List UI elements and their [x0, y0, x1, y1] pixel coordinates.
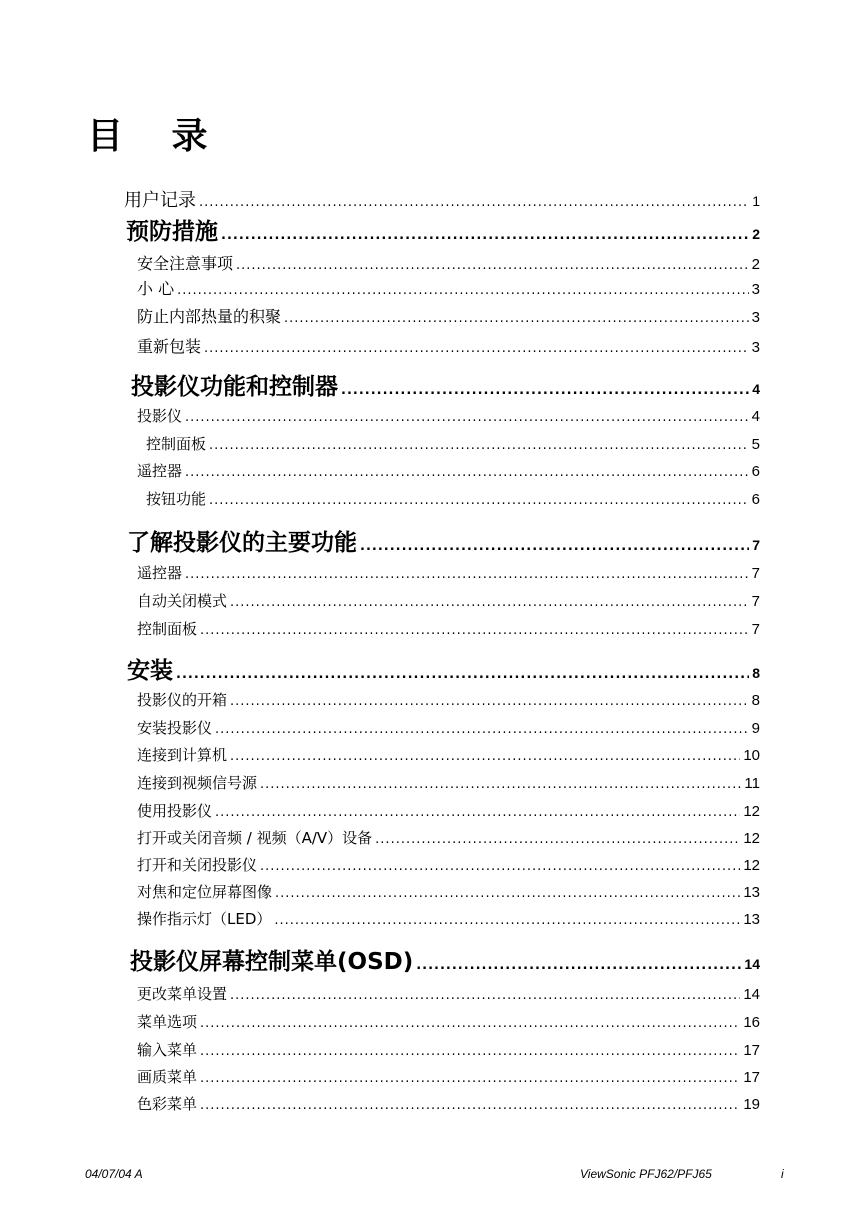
toc-leader-dots [260, 859, 740, 874]
toc-entry[interactable] [137, 1093, 760, 1114]
toc-entry-title: 控制面板 [146, 435, 207, 453]
toc-entry-title: 投影仪屏幕控制菜单(OSD) [130, 949, 414, 975]
toc-entry-title: 更改菜单设置 [137, 985, 228, 1003]
toc-entry-title: 使用投影仪 [137, 802, 213, 820]
toc-entry[interactable] [137, 881, 760, 902]
toc-entry-page: 4 [751, 408, 760, 425]
toc-entry-page: 12 [743, 830, 760, 847]
toc-entry-title: 打开和关闭投影仪 [137, 856, 258, 874]
toc-leader-dots [200, 1098, 740, 1113]
toc-entry-page: 1 [752, 193, 760, 209]
toc-entry-page: 16 [743, 1014, 760, 1031]
toc-leader-dots [274, 913, 740, 928]
toc-entry-title: 菜单选项 [137, 1013, 198, 1031]
toc-entry-page: 6 [751, 463, 760, 480]
toc-leader-dots [176, 667, 749, 682]
toc-entry-page: 19 [743, 1096, 760, 1113]
toc-entry[interactable] [137, 717, 760, 738]
toc-entry-page: 8 [751, 692, 760, 709]
toc-entry[interactable] [137, 334, 760, 357]
footer-model: ViewSonic PFJ62/PFJ65 [580, 1167, 712, 1181]
toc-entry-title: 小 心 [137, 279, 175, 298]
toc-entry-page: 14 [744, 956, 760, 972]
toc-entry[interactable] [137, 590, 760, 611]
toc-entry[interactable] [137, 276, 760, 299]
toc-entry-title: 了解投影仪的主要功能 [127, 530, 357, 556]
toc-leader-dots [215, 722, 749, 737]
toc-entry[interactable] [137, 800, 760, 821]
toc-leader-dots [360, 539, 749, 554]
toc-leader-dots [375, 832, 740, 847]
toc-entry[interactable] [137, 618, 760, 639]
toc-entry[interactable] [137, 460, 760, 481]
toc-leader-dots [185, 465, 749, 480]
toc-leader-dots [204, 341, 749, 356]
toc-entry-title: 控制面板 [137, 620, 198, 638]
toc-entry[interactable] [137, 827, 760, 848]
toc-entry-title: 安装 [127, 658, 173, 684]
toc-leader-dots [177, 283, 749, 298]
toc-chapter[interactable] [127, 524, 760, 557]
toc-leader-dots [341, 383, 749, 398]
toc-entry-title: 操作指示灯（LED） [137, 910, 272, 928]
toc-entry-page: 14 [743, 986, 760, 1003]
toc-entry-page: 7 [751, 593, 760, 610]
toc-entry-page: 3 [751, 281, 760, 298]
toc-entry-page: 7 [751, 565, 760, 582]
toc-leader-dots [215, 805, 740, 820]
toc-entry[interactable] [137, 405, 760, 426]
toc-entry[interactable] [137, 251, 760, 274]
toc-entry-page: 11 [744, 775, 760, 792]
toc-entry-title: 遥控器 [137, 564, 183, 582]
toc-entry-page: 2 [751, 256, 760, 273]
toc-entry-title: 安装投影仪 [137, 719, 213, 737]
toc-leader-dots [230, 749, 740, 764]
toc-chapter[interactable] [131, 368, 760, 401]
toc-entry-page: 5 [751, 436, 760, 453]
toc-leader-dots [230, 595, 749, 610]
toc-entry[interactable] [146, 433, 760, 454]
toc-entry-title: 遥控器 [137, 462, 183, 480]
toc-entry[interactable] [137, 1039, 760, 1060]
toc-leader-dots [221, 228, 749, 243]
toc-entry-page: 12 [743, 857, 760, 874]
footer-date: 04/07/04 A [85, 1167, 143, 1181]
toc-entry-page: 3 [751, 339, 760, 356]
toc-entry-page: 8 [752, 665, 760, 681]
toc-leader-dots [260, 777, 741, 792]
toc-entry-title: 连接到计算机 [137, 746, 228, 764]
toc-entry[interactable] [137, 854, 760, 875]
toc-entry-title: 投影仪 [137, 407, 183, 425]
toc-leader-dots [200, 1016, 740, 1031]
toc-entry[interactable] [137, 304, 760, 327]
toc-entry-page: 9 [751, 720, 760, 737]
toc-entry-title: 重新包装 [137, 337, 202, 356]
toc-entry[interactable] [137, 983, 760, 1004]
toc-entry-title: 连接到视频信号源 [137, 774, 258, 792]
toc-leader-dots [230, 694, 749, 709]
toc-chapter[interactable] [130, 943, 760, 976]
toc-entry-page: 17 [743, 1069, 760, 1086]
toc-entry-title: 对焦和定位屏幕图像 [137, 883, 273, 901]
toc-entry-title: 防止内部热量的积聚 [137, 307, 282, 326]
toc-entry-title: 投影仪的开箱 [137, 691, 228, 709]
toc-leader-dots [209, 438, 749, 453]
toc-entry-title: 自动关闭模式 [137, 592, 228, 610]
toc-entry-title: 打开或关闭音频 / 视频（A/V）设备 [137, 829, 373, 847]
toc-entry-page: 17 [743, 1042, 760, 1059]
toc-leader-dots [236, 258, 749, 273]
toc-entry[interactable] [137, 1066, 760, 1087]
toc-entry-title: 输入菜单 [137, 1041, 198, 1059]
toc-entry-title: 投影仪功能和控制器 [131, 374, 338, 400]
toc-leader-dots [230, 988, 740, 1003]
toc-entry[interactable] [146, 488, 760, 509]
toc-leader-dots [275, 886, 740, 901]
toc-entry-title: 画质菜单 [137, 1068, 198, 1086]
toc-entry[interactable] [124, 186, 760, 212]
footer-page-number: i [781, 1167, 784, 1181]
toc-entry-page: 7 [752, 537, 760, 553]
toc-leader-dots [200, 1044, 740, 1059]
toc-entry-title: 色彩菜单 [137, 1095, 198, 1113]
toc-leader-dots [200, 623, 749, 638]
toc-entry-page: 7 [751, 621, 760, 638]
toc-entry[interactable] [137, 744, 760, 765]
toc-entry[interactable] [137, 1011, 760, 1032]
toc-entry[interactable] [137, 689, 760, 710]
toc-entry-title: 用户记录 [124, 190, 196, 211]
toc-leader-dots [200, 1071, 740, 1086]
toc-entry[interactable] [137, 908, 760, 929]
toc-entry-page: 3 [751, 309, 760, 326]
toc-leader-dots [284, 311, 749, 326]
toc-leader-dots [199, 195, 749, 210]
toc-entry-page: 4 [752, 381, 760, 397]
toc-leader-dots [185, 567, 749, 582]
toc-entry-page: 2 [752, 226, 760, 242]
toc-entry-title: 按钮功能 [146, 490, 207, 508]
toc-entry-page: 6 [751, 491, 760, 508]
toc-entry-page: 10 [743, 747, 760, 764]
toc-entry-page: 12 [743, 803, 760, 820]
toc-chapter[interactable] [127, 652, 760, 685]
toc-entry-title: 安全注意事项 [137, 254, 234, 273]
toc-leader-dots [416, 958, 741, 973]
toc-leader-dots [185, 410, 749, 425]
toc-entry[interactable] [137, 772, 760, 793]
toc-entry-page: 13 [743, 911, 760, 928]
toc-leader-dots [209, 493, 749, 508]
toc-entry-title: 预防措施 [126, 219, 218, 245]
toc-entry-page: 13 [743, 884, 760, 901]
toc-entry[interactable] [137, 562, 760, 583]
toc-chapter[interactable] [126, 213, 760, 246]
page-title: 目 录 [87, 116, 226, 157]
